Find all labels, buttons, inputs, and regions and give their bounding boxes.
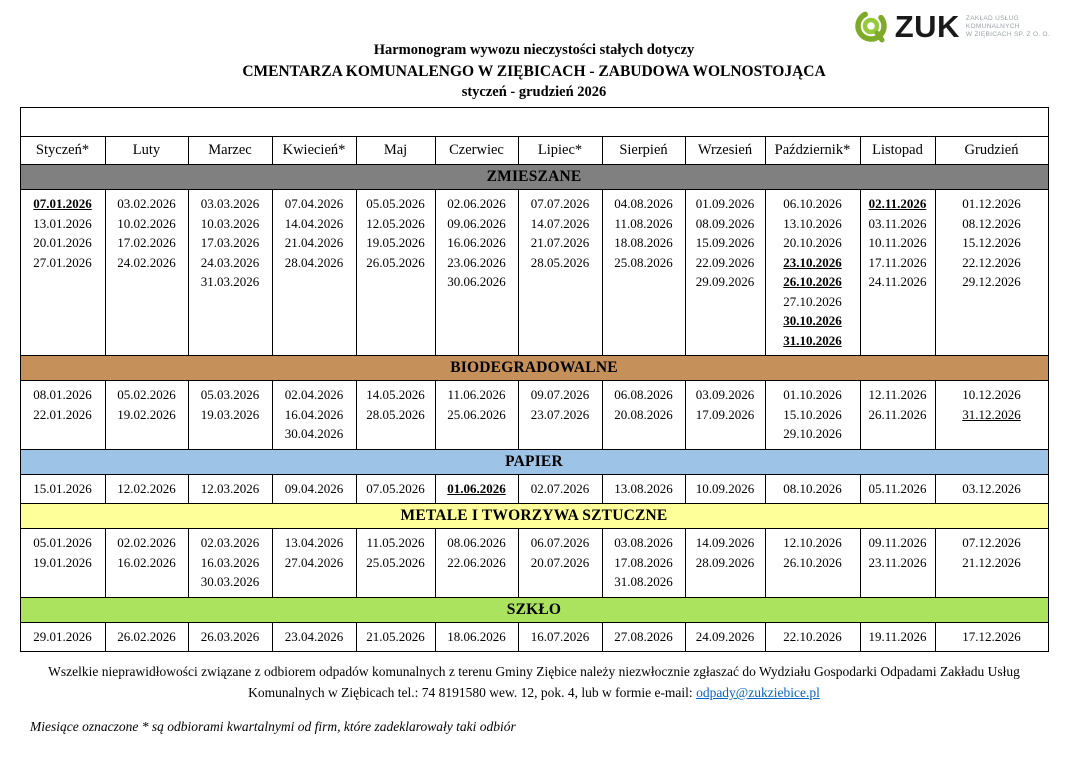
collection-date: 31.12.2026 (962, 406, 1021, 422)
collection-date: 26.11.2026 (868, 406, 927, 422)
section-band: BIODEGRADOWALNE (20, 356, 1048, 381)
date-cell (518, 622, 602, 652)
month-header: Wrzesień (685, 137, 765, 165)
date-cell (935, 622, 1048, 652)
date-cell (765, 474, 860, 504)
collection-date: 23.07.2026 (530, 406, 590, 422)
date-cell (188, 190, 272, 356)
date-cell (685, 381, 765, 450)
collection-date: 09.06.2026 (447, 215, 506, 231)
date-cell (860, 622, 935, 652)
date-cell (272, 529, 356, 598)
title-line-1: Harmonogram wywozu nieczystości stałych dotyczy (373, 42, 695, 58)
collection-date: 27.04.2026 (284, 554, 344, 570)
footer-text (24, 661, 1044, 703)
collection-date: 21.04.2026 (284, 235, 344, 250)
collection-date: 21.05.2026 (366, 628, 425, 644)
collection-date: 03.03.2026 (200, 196, 260, 211)
collection-date: 24.03.2026 (200, 254, 260, 270)
collection-date: 15.01.2026 (33, 480, 92, 496)
recycle-icon (853, 8, 889, 46)
collection-date: 17.08.2026 (614, 554, 673, 570)
collection-date: 06.08.2026 (614, 387, 673, 402)
date-cell (602, 381, 685, 450)
date-cell (685, 529, 765, 598)
date-cell (20, 622, 105, 652)
collection-date: 05.03.2026 (200, 387, 260, 402)
date-cell (20, 190, 105, 356)
collection-date: 20.10.2026 (783, 235, 842, 250)
collection-date: 26.03.2026 (200, 628, 260, 644)
date-cell (935, 381, 1048, 450)
collection-date: 25.06.2026 (447, 406, 506, 422)
collection-date: 12.11.2026 (868, 387, 927, 402)
date-cell (356, 190, 435, 356)
collection-date: 17.12.2026 (962, 628, 1021, 644)
month-header: Czerwiec (435, 137, 518, 165)
collection-date: 15.09.2026 (695, 235, 755, 250)
collection-date: 18.08.2026 (614, 235, 673, 250)
collection-date: 03.02.2026 (117, 196, 176, 211)
collection-date: 10.11.2026 (868, 235, 927, 250)
collection-date: 12.02.2026 (117, 480, 176, 496)
title-line-3: styczeń - grudzień 2026 (461, 84, 607, 100)
collection-date: 17.03.2026 (200, 235, 260, 250)
collection-date: 28.05.2026 (530, 254, 590, 270)
date-cell (860, 190, 935, 356)
date-cell (518, 474, 602, 504)
collection-date: 30.04.2026 (284, 426, 344, 441)
date-cell (860, 529, 935, 598)
collection-date: 07.12.2026 (962, 535, 1021, 550)
collection-date: 05.02.2026 (117, 387, 176, 402)
collection-date: 08.01.2026 (33, 387, 92, 402)
collection-date: 01.10.2026 (783, 387, 842, 402)
collection-date: 10.12.2026 (962, 387, 1021, 402)
collection-date: 24.11.2026 (868, 274, 927, 289)
collection-date: 08.10.2026 (783, 480, 842, 496)
collection-date: 21.07.2026 (530, 235, 590, 250)
collection-date: 16.03.2026 (200, 554, 260, 570)
collection-date: 14.07.2026 (530, 215, 590, 231)
date-cell (356, 474, 435, 504)
collection-date: 07.05.2026 (366, 480, 425, 496)
footnote: Miesiące oznaczone * są odbiorami kwartalnymi od firm, które zadeklarowały taki odbiór (30, 719, 516, 734)
collection-date: 29.01.2026 (33, 628, 92, 644)
date-cell (20, 474, 105, 504)
collection-date: 17.09.2026 (695, 406, 755, 422)
collection-date: 12.03.2026 (200, 480, 260, 496)
collection-date: 02.11.2026 (868, 196, 927, 211)
collection-date: 28.05.2026 (366, 406, 425, 422)
section-band: ZMIESZANE (20, 165, 1048, 190)
date-cell (518, 529, 602, 598)
title-line-2: CMENTARZA KOMUNALENGO W ZIĘBICACH - ZABUDOWA WOLNOSTOJĄCA (242, 63, 826, 80)
collection-date: 13.04.2026 (284, 535, 344, 550)
collection-date: 03.11.2026 (868, 215, 927, 231)
footer-text-body: Wszelkie nieprawidłowości związane z odbiorem odpadów komunalnych z terenu Gminy Ziębice należy niezwłocznie zgłaszać do Wydziału Gospodarki Odpadami Zakładu Usług Komunalnych w Ziębicach tel.: 74 8191580 wew. 12, pok. 4, lub w formie e-mail: (48, 664, 1020, 700)
email-link[interactable]: odpady@zukziebice.pl (696, 685, 820, 700)
collection-date: 20.07.2026 (530, 554, 590, 570)
collection-date: 06.07.2026 (530, 535, 590, 550)
collection-date: 24.02.2026 (117, 254, 176, 270)
date-cell (435, 474, 518, 504)
collection-date: 12.10.2026 (783, 535, 842, 550)
collection-date: 17.11.2026 (868, 254, 927, 270)
date-cell (860, 381, 935, 450)
collection-date: 16.04.2026 (284, 406, 344, 422)
collection-date: 14.04.2026 (284, 215, 344, 231)
collection-date: 21.12.2026 (962, 554, 1021, 570)
collection-date: 14.05.2026 (366, 387, 425, 402)
collection-date: 15.10.2026 (783, 406, 842, 422)
collection-date: 19.05.2026 (366, 235, 425, 250)
collection-date: 22.12.2026 (962, 254, 1021, 270)
collection-date: 22.01.2026 (33, 406, 92, 422)
collection-date: 06.10.2026 (783, 196, 842, 211)
date-cell (272, 190, 356, 356)
collection-date: 11.05.2026 (366, 535, 425, 550)
collection-date: 16.06.2026 (447, 235, 506, 250)
collection-date: 02.02.2026 (117, 535, 176, 550)
collection-date: 14.09.2026 (695, 535, 755, 550)
collection-date: 28.04.2026 (284, 254, 344, 270)
collection-date: 07.01.2026 (33, 196, 92, 211)
collection-date: 04.08.2026 (614, 196, 673, 211)
month-header: Marzec (188, 137, 272, 165)
month-header: Maj (356, 137, 435, 165)
collection-date: 13.01.2026 (33, 215, 92, 231)
collection-date: 23.11.2026 (868, 554, 927, 570)
date-cell (105, 529, 188, 598)
date-cell (685, 474, 765, 504)
collection-date: 31.10.2026 (783, 332, 842, 348)
date-cell (685, 622, 765, 652)
collection-date: 28.09.2026 (695, 554, 755, 570)
collection-date: 10.09.2026 (695, 480, 755, 496)
collection-date: 08.12.2026 (962, 215, 1021, 231)
collection-date: 02.04.2026 (284, 387, 344, 402)
collection-date: 01.09.2026 (695, 196, 755, 211)
collection-date: 24.09.2026 (695, 628, 755, 644)
collection-date: 26.02.2026 (117, 628, 176, 644)
date-cell (602, 474, 685, 504)
month-header: Styczeń* (20, 137, 105, 165)
collection-date: 09.11.2026 (868, 535, 927, 550)
collection-date: 27.01.2026 (33, 254, 92, 270)
date-cell (188, 381, 272, 450)
collection-date: 26.10.2026 (783, 554, 842, 570)
date-cell (356, 622, 435, 652)
collection-date: 02.03.2026 (200, 535, 260, 550)
date-cell (435, 622, 518, 652)
date-cell (105, 381, 188, 450)
collection-date: 16.07.2026 (530, 628, 590, 644)
date-cell (20, 529, 105, 598)
date-cell (860, 474, 935, 504)
collection-date: 05.11.2026 (868, 480, 927, 496)
date-cell (518, 190, 602, 356)
collection-date: 13.08.2026 (614, 480, 673, 496)
section-band: PAPIER (20, 449, 1048, 474)
collection-date: 19.03.2026 (200, 406, 260, 422)
collection-date: 15.12.2026 (962, 235, 1021, 250)
collection-date: 18.06.2026 (447, 628, 506, 644)
month-header: Sierpień (602, 137, 685, 165)
date-cell (272, 474, 356, 504)
collection-date: 19.01.2026 (33, 554, 92, 570)
collection-date: 31.08.2026 (614, 574, 673, 589)
collection-date: 08.09.2026 (695, 215, 755, 231)
collection-date: 20.08.2026 (614, 406, 673, 422)
collection-date: 20.01.2026 (33, 235, 92, 250)
date-cell (602, 190, 685, 356)
section-band: METALE I TWORZYWA SZTUCZNE (20, 504, 1048, 529)
month-header: Kwiecień* (272, 137, 356, 165)
date-cell (765, 529, 860, 598)
collection-date: 31.03.2026 (200, 274, 260, 289)
collection-date: 05.01.2026 (33, 535, 92, 550)
collection-date: 27.08.2026 (614, 628, 673, 644)
collection-date: 19.02.2026 (117, 406, 176, 422)
logo-subtitle-line: ZAKŁAD USŁUG (965, 15, 1020, 22)
collection-date: 23.10.2026 (783, 254, 842, 270)
date-cell (765, 381, 860, 450)
collection-date: 13.10.2026 (783, 215, 842, 231)
collection-date: 23.06.2026 (447, 254, 506, 270)
date-cell (602, 529, 685, 598)
collection-date: 16.02.2026 (117, 554, 176, 570)
month-header: Lipiec* (518, 137, 602, 165)
collection-date: 07.07.2026 (530, 196, 590, 211)
logo-subtitle (966, 15, 1050, 39)
logo (853, 8, 1050, 46)
date-cell (188, 474, 272, 504)
schedule-table (20, 107, 1049, 652)
logo-brand: ZUK (894, 9, 960, 44)
collection-date: 09.04.2026 (284, 480, 344, 496)
date-cell (356, 381, 435, 450)
collection-date: 10.03.2026 (200, 215, 260, 231)
date-cell (105, 190, 188, 356)
month-header: Grudzień (935, 137, 1048, 165)
date-cell (105, 622, 188, 652)
collection-date: 22.06.2026 (447, 554, 506, 570)
collection-date: 02.06.2026 (447, 196, 506, 211)
collection-date: 22.09.2026 (695, 254, 755, 270)
month-header: Luty (105, 137, 188, 165)
date-cell (435, 190, 518, 356)
date-cell (685, 190, 765, 356)
collection-date: 26.05.2026 (366, 254, 425, 270)
collection-date: 09.07.2026 (530, 387, 590, 402)
date-cell (188, 622, 272, 652)
date-cell (105, 474, 188, 504)
collection-date: 30.10.2026 (783, 313, 842, 328)
collection-date: 29.12.2026 (962, 274, 1021, 289)
collection-date: 22.10.2026 (783, 628, 842, 644)
collection-date: 19.11.2026 (868, 628, 927, 644)
date-cell (765, 622, 860, 652)
date-cell (435, 529, 518, 598)
month-header: Listopad (860, 137, 935, 165)
collection-date: 02.07.2026 (530, 480, 590, 496)
collection-date: 10.02.2026 (117, 215, 176, 231)
collection-date: 25.05.2026 (366, 554, 425, 570)
date-cell (518, 381, 602, 450)
month-header: Październik* (765, 137, 860, 165)
collection-date: 03.09.2026 (695, 387, 755, 402)
collection-date: 29.09.2026 (695, 274, 755, 289)
table-top-spacer (20, 108, 1048, 137)
collection-date: 01.12.2026 (962, 196, 1021, 211)
collection-date: 12.05.2026 (366, 215, 425, 231)
date-cell (602, 622, 685, 652)
collection-date: 17.02.2026 (117, 235, 176, 250)
date-cell (272, 622, 356, 652)
collection-date: 23.04.2026 (284, 628, 344, 644)
date-cell (435, 381, 518, 450)
date-cell (935, 529, 1048, 598)
collection-date: 30.06.2026 (447, 274, 506, 289)
collection-date: 05.05.2026 (366, 196, 425, 211)
collection-date: 30.03.2026 (200, 574, 260, 589)
collection-date: 27.10.2026 (783, 293, 842, 309)
date-cell (935, 474, 1048, 504)
collection-date: 08.06.2026 (447, 535, 506, 550)
section-band: SZKŁO (20, 597, 1048, 622)
collection-date: 03.12.2026 (962, 480, 1021, 496)
date-cell (356, 529, 435, 598)
date-cell (935, 190, 1048, 356)
logo-subtitle-line: KOMUNALNYCH (965, 23, 1020, 30)
date-cell (765, 190, 860, 356)
logo-subtitle-line: W ZIĘBICACH SP. Z O. O. (965, 31, 1050, 38)
collection-date: 29.10.2026 (783, 426, 842, 441)
collection-date: 11.06.2026 (447, 387, 506, 402)
date-cell (272, 381, 356, 450)
date-cell (188, 529, 272, 598)
collection-date: 11.08.2026 (614, 215, 673, 231)
date-cell (20, 381, 105, 450)
collection-date: 25.08.2026 (614, 254, 673, 270)
collection-date: 03.08.2026 (614, 535, 673, 550)
collection-date: 01.06.2026 (447, 480, 506, 496)
collection-date: 07.04.2026 (284, 196, 344, 211)
collection-date: 26.10.2026 (783, 274, 842, 289)
